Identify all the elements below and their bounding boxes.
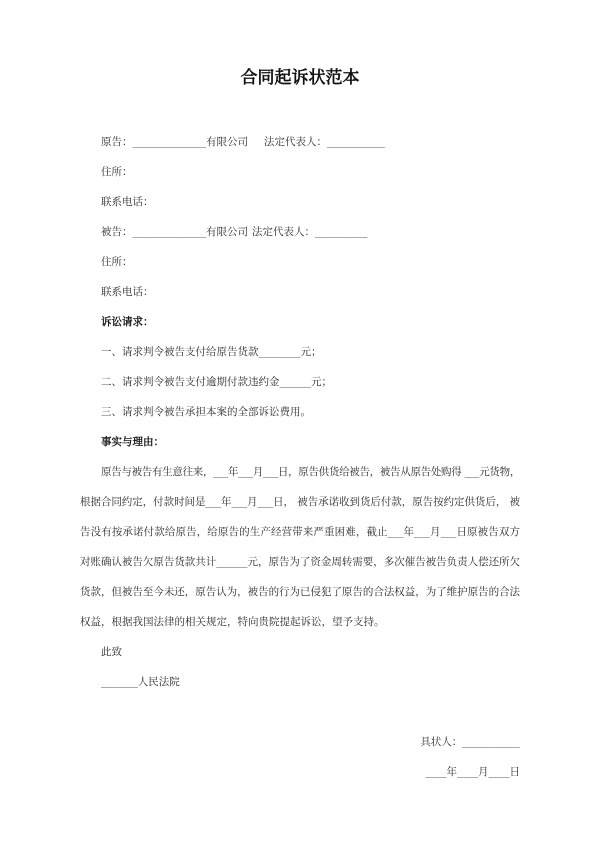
claim-item: 二、请求判令被告支付逾期付款违约金______元；	[101, 376, 332, 388]
facts-paragraph-line: 货款，但被告至今未还，原告认为，被告的行为已侵犯了原告的合法权益，为了维护原告的合法	[80, 586, 520, 598]
document-title: 合同起诉状范本	[240, 68, 360, 88]
defendant-label: 被告：	[101, 226, 133, 238]
facts-paragraph-line: 原告与被告有生意往来，___年___月___日，原告供货给被告，被告从原告处购得 ___元货物，	[101, 466, 520, 478]
claim-item: 一、请求判令被告支付给原告货款________元；	[101, 346, 322, 358]
plaintiff-address: 住所：	[101, 166, 133, 178]
signature-date: ____年____月____日	[425, 766, 520, 778]
plaintiff-representative-label: 法定代表人：	[264, 136, 327, 148]
defendant-address: 住所：	[101, 256, 133, 268]
facts-paragraph-line: 对账确认被告欠原告货款共计______元，原告为了资金周转需要，多次催告被告负责人偿还所欠	[80, 556, 520, 568]
defendant-phone: 联系电话：	[101, 286, 154, 298]
defendant-company-suffix: 有限公司	[206, 226, 248, 238]
document-body	[80, 127, 520, 787]
signature-signer: 具状人：___________	[420, 736, 520, 748]
defendant-representative-blank: __________	[315, 226, 368, 238]
closing-salutation: 此致	[101, 646, 122, 658]
defendant-company-blank: ______________	[132, 226, 206, 238]
defendant-line	[80, 217, 520, 247]
facts-paragraph-line: 根据合同约定，付款时间是___年___月___日， 被告承诺收到货后付款，原告按约定供货后， 被	[80, 496, 520, 508]
plaintiff-line	[80, 127, 520, 157]
closing-court: _______人民法院	[101, 676, 180, 688]
plaintiff-company-blank: ______________	[132, 136, 206, 148]
claims-heading: 诉讼请求：	[101, 316, 154, 328]
facts-paragraph-line: 告没有按承诺付款给原告，给原告的生产经营带来严重困难，截止___年___月___日原被告双方	[80, 526, 520, 538]
facts-heading: 事实与理由：	[101, 436, 164, 448]
defendant-representative-label: 法定代表人：	[252, 226, 315, 238]
plaintiff-label: 原告：	[101, 136, 133, 148]
claim-item: 三、请求判令被告承担本案的全部诉讼费用。	[101, 406, 311, 418]
plaintiff-company-suffix: 有限公司	[206, 136, 248, 148]
plaintiff-representative-blank: ___________	[327, 136, 385, 148]
plaintiff-phone: 联系电话：	[101, 196, 154, 208]
facts-paragraph-line: 权益，根据我国法律的相关规定，特向贵院提起诉讼，望予支持。	[80, 616, 385, 628]
spacer	[80, 697, 520, 727]
